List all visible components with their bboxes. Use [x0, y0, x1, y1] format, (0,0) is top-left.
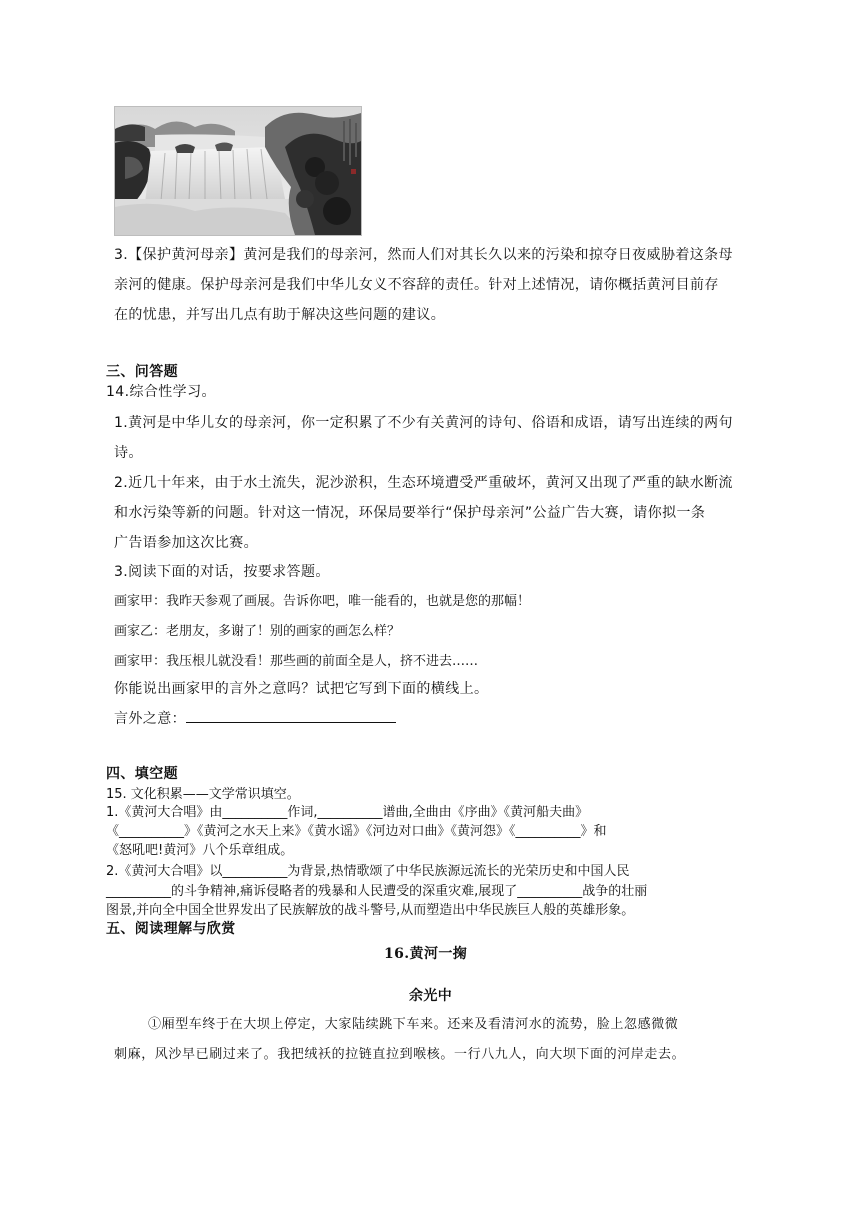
- answer-blank-line[interactable]: [186, 709, 396, 723]
- q14-title: 14.综合性学习。: [106, 384, 216, 400]
- q15-line-1: 1.《黄河大合唱》由__________作词,__________谱曲,全曲由《序曲》《黄河船夫曲》: [106, 805, 589, 820]
- article-para-line-2: 刺麻，风沙早已刷过来了。我把绒袄的拉链直拉到喉核。一行八九人，向大坝下面的河岸走去。: [114, 1047, 686, 1062]
- dialog-line-2: 画家乙：老朋友，多谢了！别的画家的画怎么样？: [114, 624, 401, 639]
- section-3-heading: 三、问答题: [106, 364, 178, 380]
- q14-p1-line-1: 1.黄河是中华儿女的母亲河，你一定积累了不少有关黄河的诗句、俗语和成语，请写出连续的两句: [114, 415, 733, 431]
- q15-line-2: 《__________》《黄河之水天上来》《黄水谣》《河边对口曲》《黄河怨》《__________》和: [106, 824, 607, 839]
- article-title: 16.黄河一掬: [384, 946, 468, 962]
- article-para-line-1: ①厢型车终于在大坝上停定，大家陆续跳下车来。还来及看清河水的流势，脸上忽感微微: [148, 1017, 679, 1032]
- dialog-line-3: 画家甲：我压根儿就没看！那些画的前面全是人，挤不进去……: [114, 654, 479, 669]
- q15-title: 15. 文化积累——文学常识填空。: [106, 787, 300, 802]
- dialog-line-1: 画家甲：我昨天参观了画展。告诉你吧，唯一能看的，也就是您的那幅！: [114, 594, 531, 609]
- q14-p2-line-3: 广告语参加这次比赛。: [114, 535, 258, 551]
- section-4-heading: 四、填空题: [106, 766, 178, 782]
- q14-question: 你能说出画家甲的言外之意吗？试把它写到下面的横线上。: [114, 681, 489, 697]
- q15-line-3: 《怒吼吧!黄河》八个乐章组成。: [106, 843, 294, 858]
- q3-line-3: 在的忧患，并写出几点有助于解决这些问题的建议。: [114, 307, 446, 323]
- section-5-heading: 五、阅读理解与欣赏: [106, 921, 236, 937]
- answer-row: [114, 708, 396, 728]
- q14-p2-line-2: 和水污染等新的问题。针对这一情况，环保局要举行“保护母亲河”公益广告大赛，请你拟一条: [114, 505, 706, 521]
- q14-p1-line-2: 诗。: [114, 445, 143, 461]
- q15-line-6: 图景,并向全中国全世界发出了民族解放的战斗警号,从而塑造出中华民族巨人般的英雄形象。: [106, 903, 635, 918]
- q14-p2-line-1: 2.近几十年来，由于水土流失，泥沙淤积，生态环境遭受严重破坏，黄河又出现了严重的缺水断流: [114, 475, 733, 491]
- q15-line-4: 2.《黄河大合唱》以__________为背景,热情歌颂了中华民族源远流长的光荣历史和中国人民: [106, 864, 630, 879]
- q3-line-1: 3.【保护黄河母亲】黄河是我们的母亲河，然而人们对其长久以来的污染和掠夺日夜威胁着这条母: [114, 247, 733, 263]
- answer-label: 言外之意：: [114, 711, 186, 727]
- q3-line-2: 亲河的健康。保护母亲河是我们中华儿女义不容辞的责任。针对上述情况，请你概括黄河目前存: [114, 277, 719, 293]
- q14-p3: 3.阅读下面的对话，按要求答题。: [114, 564, 330, 580]
- waterfall-painting: [114, 106, 362, 236]
- waterfall-ink-painting-icon: [115, 107, 361, 235]
- q15-line-5: __________的斗争精神,痛诉侵略者的残暴和人民遭受的深重灾难,展现了__________战争的壮丽: [106, 884, 648, 899]
- article-author: 余光中: [409, 988, 453, 1004]
